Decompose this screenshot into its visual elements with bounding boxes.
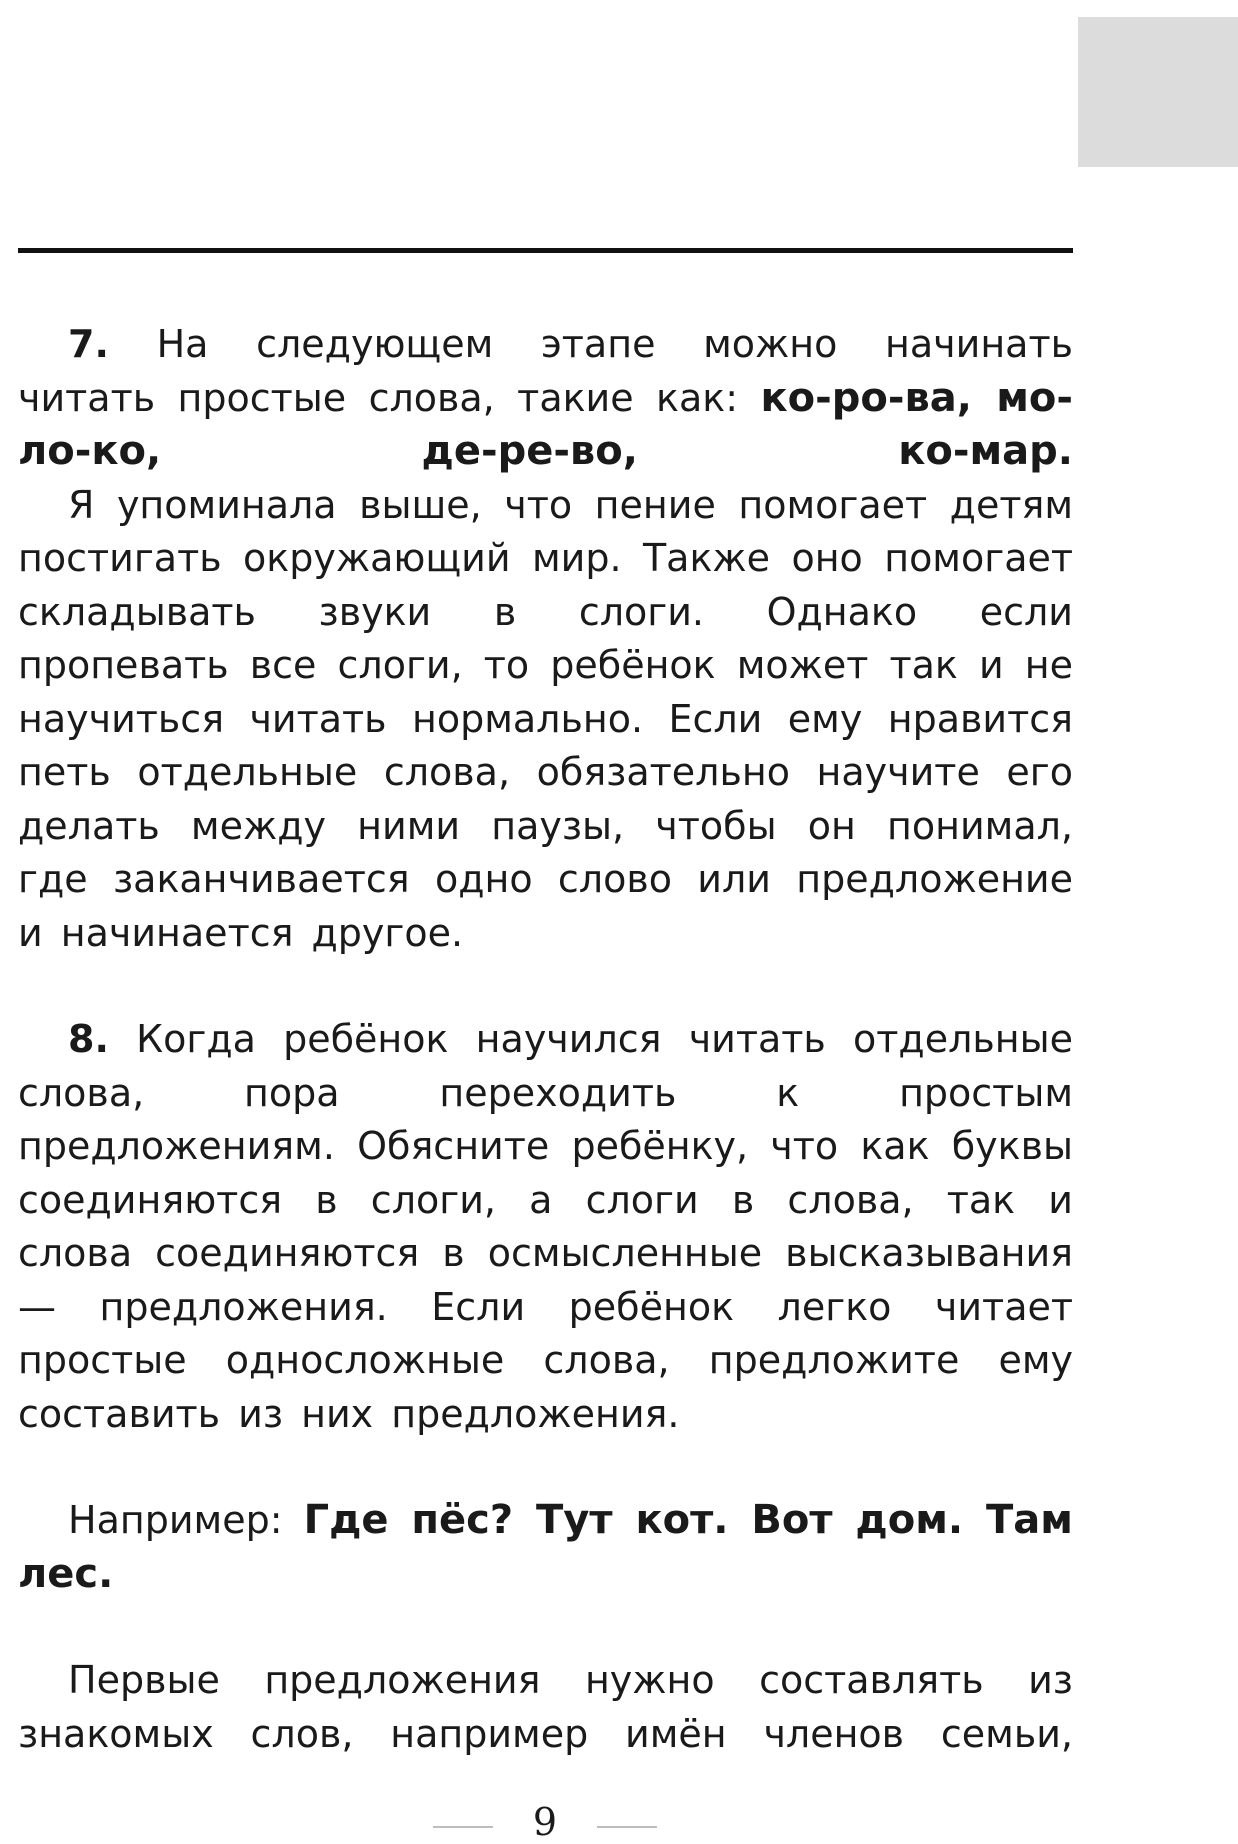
page-footer (0, 1800, 1090, 1844)
page-number: 9 (532, 1800, 558, 1844)
section-7-body: Я упоминала выше, что пение помогает детям постигать окружающий мир. Также оно помогает складывать звуки в слоги. Однако если пропевать все слоги, то ребёнок может так и не научиться читать нормально. Если ему нравится петь отдельные слова, обязательно научите его делать между ними паузы, чтобы он понимал, где заканчивается одно слово или предложение и начинается другое. (18, 482, 1073, 955)
corner-tab (1078, 17, 1238, 167)
example-label: Например: (68, 1498, 283, 1542)
example-paragraph (18, 1494, 1073, 1601)
section-7-lead: На следующем этапе можно начинать читать простые слова, такие как: (18, 322, 1073, 420)
footer-rule-left (433, 1826, 493, 1828)
footer-rule-right (597, 1826, 657, 1828)
section-7-paragraph (18, 318, 1073, 479)
section-8-text: Когда ребёнок научился читать отдельные слова, пора переходить к простым предложениям. Обясните ребёнку, что как буквы соединяются в слоги, а слоги в слова, так и слова соединяются в осмысленные высказывания — предложения. Если ребёнок легко читает простые односложные слова, предложите ему составить из них предложения. (18, 1017, 1073, 1436)
section-7-examples: ко-ро-ва, мо-ло-ко, де-ре-во, ко-мар. (18, 374, 1073, 474)
page-content (18, 318, 1073, 1761)
section-8-number: 8. (68, 1017, 109, 1061)
section-7-number: 7. (68, 322, 109, 366)
spacer (18, 1441, 1073, 1494)
spacer (18, 1601, 1073, 1654)
section-8-paragraph (18, 1013, 1073, 1441)
top-divider (18, 248, 1073, 253)
spacer (18, 960, 1073, 1013)
example-sentences: Где пёс? Тут кот. Вот дом. Там лес. (18, 1497, 1073, 1597)
final-paragraph: Первые предложения нужно составлять из знакомых слов, например имён членов семьи, (18, 1658, 1073, 1756)
